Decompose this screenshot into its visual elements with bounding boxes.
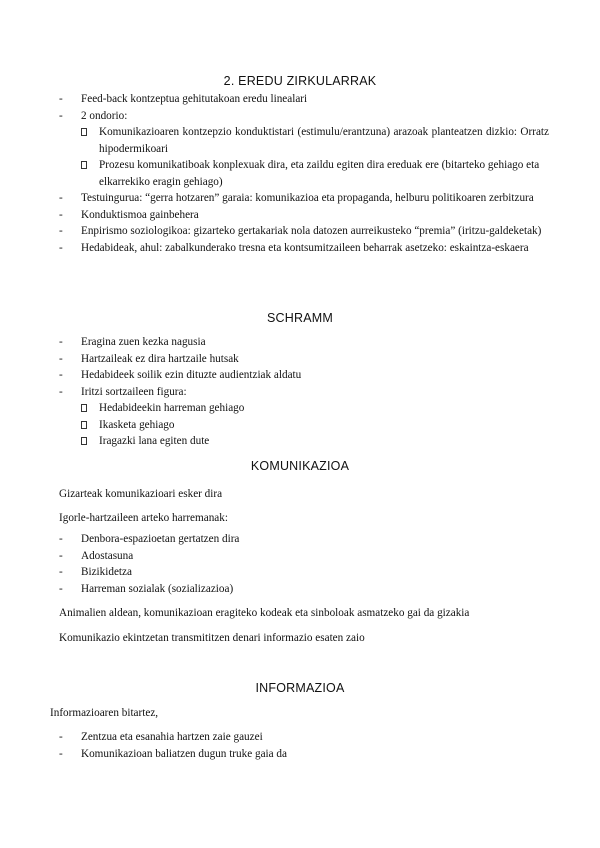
list-item: - Komunikazioan baliatzen dugun truke gaia da bbox=[59, 746, 549, 763]
informazioa-list bbox=[59, 729, 549, 762]
dash-bullet: - bbox=[59, 369, 63, 381]
sub-list bbox=[81, 400, 549, 450]
list-item: - Harreman sozialak (sozializazioa) bbox=[59, 581, 549, 598]
dash-bullet: - bbox=[59, 109, 63, 122]
list-item: - Denbora-espazioetan gertatzen dira bbox=[59, 531, 549, 548]
dash-bullet: - bbox=[59, 582, 63, 595]
dash-bullet: - bbox=[59, 731, 63, 743]
paragraph: Gizarteak komunikazioari esker dira bbox=[59, 488, 223, 500]
section-title-eredu-zirkularrak: 2. EREDU ZIRKULARRAK bbox=[223, 74, 377, 88]
sub-list bbox=[81, 124, 549, 190]
sub-list-item: Hedabideekin harreman gehiago bbox=[81, 400, 549, 417]
list-item: - Enpirismo soziologikoa: gizarteko gertakariak nola datozen aurreikusteko “premia” (iritzu-galdeketak) bbox=[59, 223, 549, 240]
dash-bullet: - bbox=[59, 336, 63, 348]
dash-bullet: - bbox=[59, 192, 63, 204]
dash-bullet: - bbox=[59, 747, 63, 760]
list-item: - Hedabideek soilik ezin dituzte audientziak aldatu bbox=[59, 367, 549, 384]
list-item: - Eragina zuen kezka nagusia bbox=[59, 334, 549, 351]
section-title-informazioa: INFORMAZIOA bbox=[255, 681, 345, 695]
list-item: - Adostasuna bbox=[59, 548, 549, 565]
checkbox-bullet-icon bbox=[81, 128, 87, 136]
sub-list-item: Prozesu komunikatiboak konplexuak dira, eta zaildu egiten dira ereduak ere (bitarteko gehiago eta elkarrekiko eragin gehiago) bbox=[81, 157, 549, 190]
section-title-schramm: SCHRAMM bbox=[267, 311, 333, 325]
dash-bullet: - bbox=[59, 93, 63, 105]
list-item: - Feed-back kontzeptua gehitutakoan eredu linealari bbox=[59, 91, 549, 108]
eredu-list bbox=[59, 91, 549, 256]
dash-bullet: - bbox=[59, 566, 63, 578]
sub-list-item: Iragazki lana egiten dute bbox=[81, 433, 549, 450]
dash-bullet: - bbox=[59, 549, 63, 562]
checkbox-bullet-icon bbox=[81, 421, 87, 429]
komunikazioa-list bbox=[59, 531, 549, 597]
list-item: - Hartzaileak ez dira hartzaile hutsak bbox=[59, 351, 549, 368]
section-title-komunikazioa: KOMUNIKAZIOA bbox=[250, 459, 350, 473]
checkbox-bullet-icon bbox=[81, 161, 87, 169]
list-item: - Konduktismoa gainbehera bbox=[59, 207, 549, 224]
dash-bullet: - bbox=[59, 385, 63, 398]
checkbox-bullet-icon bbox=[81, 404, 87, 412]
list-item: - Zentzua eta esanahia hartzen zaie gauzei bbox=[59, 729, 549, 746]
dash-bullet: - bbox=[59, 241, 63, 254]
list-item: - Iritzi sortzaileen figura: Hedabideekin harreman gehiago Ikasketa gehiago Iragazki lana egiten dute bbox=[59, 384, 549, 450]
dash-bullet: - bbox=[59, 533, 63, 545]
paragraph: Animalien aldean, komunikazioan eragiteko kodeak eta sinboloak asmatzeko gai da gizakia bbox=[59, 607, 470, 619]
dash-bullet: - bbox=[59, 352, 63, 365]
paragraph: Komunikazio ekintzetan transmititzen denari informazio esaten zaio bbox=[59, 632, 365, 644]
dash-bullet: - bbox=[59, 225, 63, 237]
sub-list-item: Ikasketa gehiago bbox=[81, 417, 549, 434]
checkbox-bullet-icon bbox=[81, 437, 87, 445]
sub-list-item: Komunikazioaren kontzepzio konduktistari (estimulu/erantzuna) arazoak planteatzen dizkio: Orratz hipodermikoari bbox=[81, 124, 549, 157]
paragraph: Informazioaren bitartez, bbox=[50, 707, 159, 719]
schramm-list bbox=[59, 334, 549, 450]
list-item: - Testuingurua: “gerra hotzaren” garaia: komunikazioa eta propaganda, helburu politikoaren zerbitzura bbox=[59, 190, 549, 207]
list-item: - Hedabideak, ahul: zabalkunderako tresna eta kontsumitzaileen beharrak asetzeko: eskaintza-eskaera bbox=[59, 240, 549, 257]
paragraph: Igorle-hartzaileen arteko harremanak: bbox=[59, 512, 228, 524]
list-item: - 2 ondorio: Komunikazioaren kontzepzio konduktistari (estimulu/erantzuna) arazoak planteatzen dizkio: Orratz hipodermikoari Prozesu komunikatiboak konplexuak dira, eta zaildu egiten dira ereduak ere (bitarteko gehiago eta elkarrekiko eragin gehiago) bbox=[59, 108, 549, 191]
dash-bullet: - bbox=[59, 208, 63, 221]
list-item: - Bizikidetza bbox=[59, 564, 549, 581]
